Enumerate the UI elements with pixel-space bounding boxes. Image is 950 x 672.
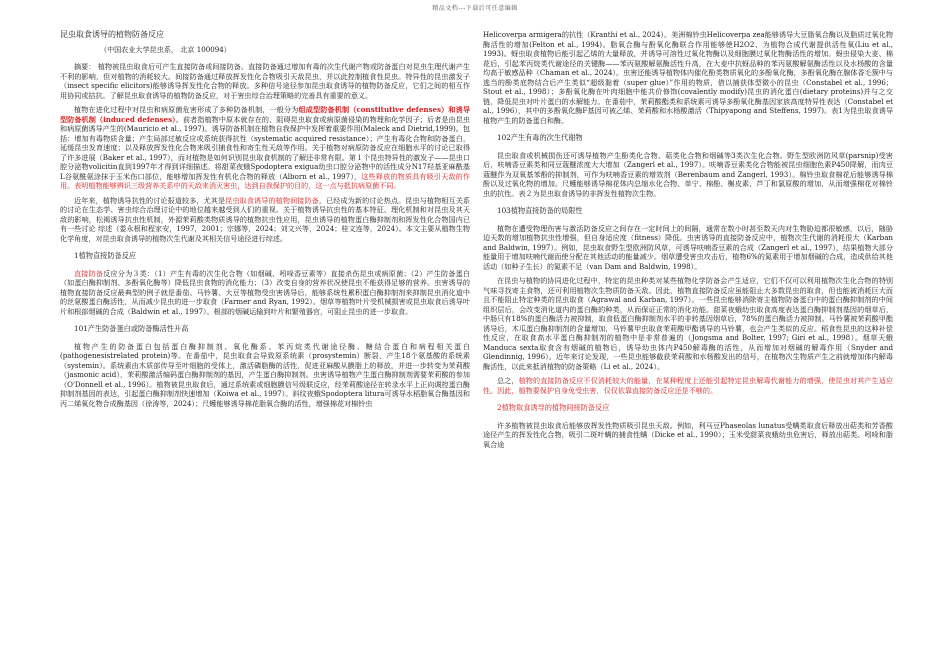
defense-protein-paragraph: 植物产生的防备蛋白包括蛋白酶抑制剂、氧化酶系、苯丙烷类代谢途径酶、糖结合蛋白和病程相关蛋白(pathogenesistrelated protein)等。在番茄中，昆虫取食会导致原系统素（prosystemin）断裂，产生18个氨基酸的系统素（systemin）。系统素由木质部传导至叶细胞的受体上，激活磷脂酶的活性，促进亚麻酸从膜脂上的释放，并进一步转变为茉莉酸（jasmonic acid），茉莉酸激活编码蛋白酶抑制剂的基因，产生蛋白酶抑制剂。虫害诱导植物产生蛋白酶抑制剂需要茉莉酸的参加（O'Donnell et al., 1996）。植物被昆虫取食后，通过系统素或细胞膜信号级联反应，经茉莉酸途径在转录水平上正向调控蛋白酶抑制剂基因的表达，引起蛋白酶抑制剂快速增加（Koiwa et al., 1997）。斜纹夜蛾Spodoptera litura可诱导水稻脂氧合酶基因和丙二烯氧化物合成酶基因（徐涛等，2024）；尺蠖能够诱导棉花脂氧合酶的活性，增强棉花对棉铃虫 [60, 341, 470, 408]
text-run: 。前者指植物中原本就存在的、阻碍昆虫取食或病原菌侵染的物理和化学因子；后者是由昆虫和病原菌诱导产生的(Mauricio et al., 1997)。诱导防备机制在植物自我保护中发挥着重要作用(Maleck and Dietrid,1999)。包括：增加有毒物质含量；产生局部过敏反应或系统获得抗性（systematic acquired resistance）；产生有毒化合物和防备蛋白，延缓昆虫发育速度；以及释放挥发性化合物来吸引捕食性和寄生性天敌等作用。关于植物对病原防备反应在细胞水平的讨论已取得了许多进展（Baker et al., 1997），而对植物是如何识别昆虫取食机制的了解还非常有限。第１个昆虫特异性的激发子——昆虫口腔分泌物volicitin直到1997年才得到详细描述。将甜菜夜蛾Spodoptera exigua幼虫口腔分泌物中的活性成分N17羟基亚麻酰基L谷氨酰氨涂抹于玉米伤口部位，能够增加挥发性有机化合物的释放（Alborn et al., 1997）， [60, 114, 470, 181]
direct-defense-paragraph [60, 269, 470, 317]
section-heading: 1植物直接防备反应 [74, 251, 137, 260]
article-title: 昆虫取食诱导的植物防备反应 [60, 30, 164, 39]
intro-paragraph-2 [60, 196, 470, 244]
section-heading: 101产生防备蛋白或防备酶活性升高 [74, 324, 189, 333]
text-run: 反应分为３类：（1）产生有毒的次生化合物（如烟碱、吲哚香豆素等）直接杀伤昆虫或病原菌；（2）产生防备蛋白（如蛋白酶抑制剂、多酚氧化酶等）降低昆虫食物的消化能力；（3）改变自身的营养状况使昆虫不能获得足够的营养。虫害诱导的植物直接防备反应最典型的例子就是番茄、马铃薯、大豆等植物受虫害诱导后，能够系统性累积蛋白酶抑制剂来抑制昆虫消化道中的丝氨酸蛋白酶活性，从而减少昆虫的进一步取食（Farmer and Ryan, 1992）。烟草等植物叶片受机械损害或昆虫取食后诱导叶片和根部烟碱的合成（Baldwin et al., 1997）。根部的烟碱运输到叶片和繁殖器官，可阻止昆虫的进一步取食。 [60, 268, 470, 316]
secondary-metabolite-paragraph: 昆虫取食或机械损伤还可诱导植物产生酚类化合物、萜类化合物和烟碱等3类次生化合物。野生型欧洲防风草(parsnip)受害后，呋喃香豆素类和同豆蔻醚浓度大大增加（Zangerl et al., 1997）。呋喃香豆素类化合物能被昆虫细胞色素P450降解，而肉豆蔻醚作为双氧基苯酚的抑制剂，可作为呋喃香豆素的增效剂（Berenbaum and Zangerl, 1993）。棉铃虫取食棉花后能够诱导棉酚以及过氧化物的增加。尺蠖能够诱导棉花体内总缩水化合物、单宁、棉酚、槲皮素、芦丁和氯原酸的增加，从而增强棉花对棉铃虫的抗性。表２为昆虫取食诱导的非挥发性植物次生物。 [483, 150, 893, 198]
text-run: 总之， [497, 376, 519, 385]
highlighted-text: 直接防备 [74, 268, 104, 278]
limitation-paragraph-2: 在昆虫与植物的协同进化过程中，特定的昆虫种类对某些植物化学防备会产生适应，它们不仅可以利用植物次生化合物的特别气味寻找寄主食物，还可利用植物次生物质防备天敌。因此，植物直接防备反应虽能阻止大多数昆虫的取食，但也能被消耗巨大而且不能阻止特定种类的昆虫取食（Agrawal and Karban, 1997）。一些昆虫能够消除寄主植物防备蛋白中的蛋白酶抑制剂的中间组织层后，会改变消化道内的蛋白酶的种类，从而保证正常的消化功能。甜菜夜蛾幼虫取食高度表达蛋白酶抑制剂基因的烟草后，中肠只有18%的蛋白酶活力被抑制，取食低蛋白酶抑制剂水平的非转基因烟草后，78%的蛋白酶活力被抑制。马铃薯被茉莉酸甲酯诱导后，木瓜蛋白酶抑制剂的含量增加，马铃薯甲虫取食茉莉酸甲酯诱导的马铃薯，也会产生类似的反应。稻食性昆虫的这种补偿性反应，在取食高水平蛋白酶抑制剂的植物中是非常普遍的（Jongsma and Bolter, 1997; Giri et al., 1998）。烟草天蛾Manduca sexta取食含有烟碱的植物后，诱导幼虫体内P450解毒酶的活性，从而增加对烟碱的解毒作用（Snyder and Glendinnig, 1996）。近年来讨论发现，一些昆虫能够截获茉莉酸和水杨酸发出的信号，在植物次生物质产生之前就增加体内解毒酶活性，以此来抵消植物的防备策略（Li et al., 2024）。 [483, 276, 893, 371]
text-run: ，已经成为新的讨论热点。昆虫与植物相互关系的讨论在生态学、害虫综合治理讨论中的地位越来越受到人们的重视。关于植物诱导抗虫性的基本特征、理化机制和对昆虫及其天敌的影响，松褐诱导抗虫性机制，外源茉莉酸类物质诱导的植物抗虫性应用，昆虫诱导的植物蛋白酶抑制剂和挥发性化合物国内已有一些讨论 综述（娄永根和程家安，1997，2001；宗娜等，2024；刘文兴等，2024；桂文连等，2024）。本文主要从植物生物化学角度，对昆虫取食诱导的植物次生代谢及其相关信号途径进行综述。 [60, 195, 471, 243]
highlighted-text: 植物的直接防备反应不仅消耗较大的能量，在某种程度上还能引起特定昆虫解毒代谢能力的增强，使昆虫对其产生适应性。因此，植物要保护自身免受虫害，仅仅依靠直接防备反应还是不够的。 [483, 376, 893, 395]
highlighted-text: 这些释放的物质具有吸引天敌的作用。表明植物能够辨识三级营养关系中的天敌来消灭害虫，达到自我保护的目的，这一点与抵抗病原菌不同。 [60, 171, 471, 190]
abstract: 摘要： 植物被昆虫取食后可产生直接防备或间接防备。直接防备通过增加有毒的次生代谢产物或防备蛋白对昆虫生理代谢产生不利的影响，但对植物的消耗较大。间接防备通过释放挥发性化合物吸引天敌昆虫，并以此控制植食性昆虫。特异性的昆虫激发子（insect specific elicitors)能够诱导挥发性化合物的释放。多种信号途径参加昆虫取食诱导的植物防备反应，它们之间的相互作用协同或拮抗。了解昆虫取食诱导的植物防备反应，对于害虫综合治理策略的完善具有重要的意义。 [60, 62, 470, 100]
affiliation: （中国农业大学昆虫系， 北京 100094） [100, 44, 231, 54]
text-run: 近年来，植物诱导抗性的讨论报道较多，尤其是 [74, 195, 226, 205]
highlighted-text: 昆虫取食诱导的植物间接防备 [225, 195, 319, 205]
summary-paragraph [483, 376, 893, 395]
limitation-paragraph-1: 植物在遭受物理伤害与激活防备反应之间存在一定时间上的间隔，通常在数小时甚至数天内对生物胁迫都很敏感，以后，随胁迫天数的增加植物抗虫性增强，但自身适应度（fitness）降低。虫害诱导的直接防备反应中，植物次生代谢的消耗很大（Karban and Baldwin, 1997）。例如，昆虫取食野生型欧洲防风草，可诱导呋喃香豆素的合成（Zangerl et al., 1997），结果植物大部分能量用于增加呋喃代谢而使分配在其他活动的能量减少。烟草遭受害虫攻击后，植物6%的氮素用于增加烟碱的合成，造成供给其他活动（如种子生长）的氮素不足（van Dam and Baldwin, 1998）。 [483, 223, 893, 271]
section-heading: 2植物取食诱导的植物间接防备反应 [497, 403, 610, 412]
left-column [60, 30, 470, 413]
section-heading: 102产生有毒的次生代谢物 [497, 133, 583, 142]
header-note: 精品文档---下载后可任意编辑 [432, 5, 518, 12]
highlighted-text: 组成型防备机制（constitutive defenses）和诱导型防备机制（induced defenses） [60, 105, 470, 124]
continued-paragraph: Helicoverpa armigera的抗性（Kranthi et al., 2024）。美洲棉铃虫Helicoverpa zea能够诱导大豆脂氧合酶以及脂质过氧化物酶活性的增加(Felton et al., 1994)。脂氧合酶与酚氧化酶联合作用能够使H2O2、为植物合成代谢提供活性氧(Liu et al., 1993)。蚜虫取食植物后能引起乙烯的大量释放，并诱导可溶性过氧化物酶以及细胞膜过氧化物酶活性的增加。蚜虫侵染大麦、棉花后，引起苯丙烷类代谢途径的关键酶——苯丙氨酸解氨酶活性升高，在大麦中抗蚜品种的苯丙氨酸解氨酶活性以及水杨酸的含量均高于敏感品种（Chaman et al., 2024）。虫害还能诱导植物体内催化酚类物质氧化的多酚氧化酶，多酚氧化酶在腺体香毛簇中与逃当的酚类底物结合后产生类似“超级黏着（super glue）”作用的物质，借以捕获体型微小的昆虫（Constabel et al., 1996；Stout et al., 1998）；多酚氧化酶在叶肉细胞中能共价修饰(covalently modify)昆虫的消化蛋白(dietary proteins)并与之交链，降低昆虫对叶片蛋白的水解能力。在番茄中，茉莉酸酯类和系统素可诱导多酚氧化酶基因家族高度特异性表达（Constabel et al., 1996），其中的多酚氧化酶F基因可被乙烯、茉莉酸和水杨酸激活（Thipyapong and Steffens, 1997)。表1为昆虫取食诱导植物产生的防备蛋白和酶。 [483, 30, 893, 125]
right-column [483, 30, 893, 454]
indirect-defense-paragraph: 许多植物被昆虫取食后能够放挥发性物质吸引昆虫天敌。例如，利马豆Phaseolas lunatus受螨类取食后释放出萜类和芳香酸途径产生的挥发性化合物，吸引二斑叶螨的捕食性螨（Dicke et al., 1990）；玉米受甜菜夜蛾幼虫危害后，释放出萜类、吲哚和脂氧合途 [483, 420, 893, 449]
intro-paragraph-1 [60, 105, 470, 191]
section-heading: 103植物直接防备的局限性 [497, 206, 583, 215]
text-run: 植物在进化过程中对昆虫和病原菌危害形成了多种防备机制，一般分为 [74, 105, 299, 114]
